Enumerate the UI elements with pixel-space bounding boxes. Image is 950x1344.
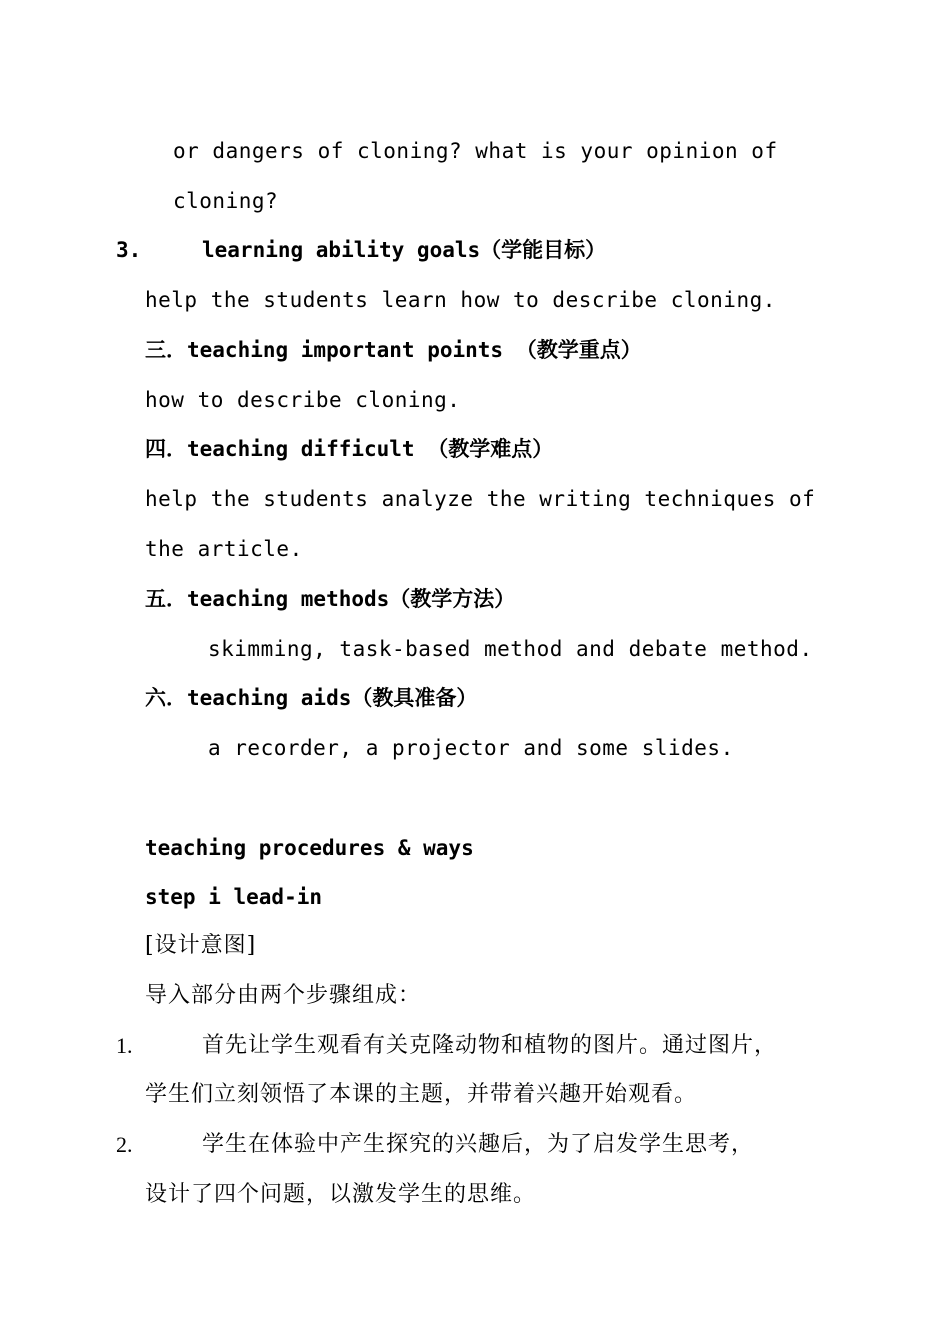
text-intro: 导入部分由两个步骤组成：	[145, 983, 422, 1008]
heading-important-points: 三．teaching important points （教学重点）	[145, 338, 642, 362]
section-title-learning-ability: learning ability goals（学能目标）	[202, 238, 607, 262]
heading-step-lead-in: step i lead-in	[145, 885, 323, 909]
text-line-recorder: a recorder, a projector and some slides.	[208, 736, 734, 760]
list-number-2: 2.	[116, 1132, 133, 1157]
list-number-1: 1.	[116, 1033, 133, 1058]
text-line-article: the article.	[145, 537, 303, 561]
text-line-cloning: cloning?	[173, 189, 279, 213]
heading-aids: 六．teaching aids（教具准备）	[145, 686, 478, 710]
section-number-3: 3.	[116, 238, 142, 262]
list-item-1-line-1: 首先让学生观看有关克隆动物和植物的图片。通过图片，	[202, 1033, 778, 1058]
text-design-intent: [设计意图]	[145, 933, 257, 958]
text-line-how-describe: how to describe cloning.	[145, 388, 461, 412]
text-line-help-describe: help the students learn how to describe cloning.	[145, 288, 776, 312]
list-item-2-line-1: 学生在体验中产生探究的兴趣后，为了启发学生思考，	[202, 1132, 755, 1157]
text-line-dangers: or dangers of cloning? what is your opinion of	[173, 139, 778, 163]
list-item-2-line-2: 设计了四个问题，以激发学生的思维。	[145, 1182, 537, 1207]
text-line-skimming: skimming, task-based method and debate method.	[208, 637, 813, 661]
heading-difficult: 四．teaching difficult （教学难点）	[145, 437, 554, 461]
text-line-analyze: help the students analyze the writing techniques of	[145, 487, 816, 511]
heading-methods: 五．teaching methods（教学方法）	[145, 587, 516, 611]
heading-procedures: teaching procedures & ways	[145, 836, 474, 860]
list-item-1-line-2: 学生们立刻领悟了本课的主题，并带着兴趣开始观看。	[145, 1082, 698, 1107]
